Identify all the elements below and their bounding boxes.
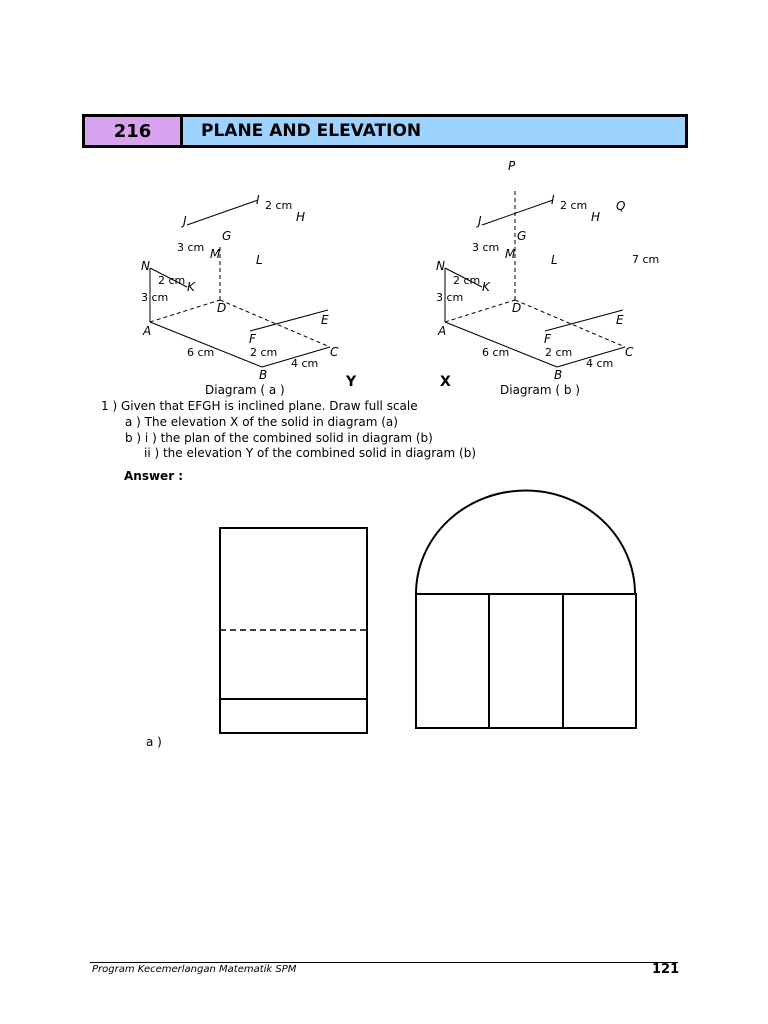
label-point: J: [183, 214, 187, 228]
label-point: L: [551, 253, 558, 267]
label-point: E: [616, 313, 624, 327]
label-dimension: 6 cm: [187, 346, 215, 359]
edge-ab: [445, 322, 557, 367]
label-point: I: [551, 193, 555, 207]
label-point: P: [508, 159, 516, 173]
edge-fe: [250, 310, 328, 331]
question-part-a: a ) The elevation X of the solid in diagram (a): [125, 415, 398, 429]
label-dimension: 4 cm: [291, 357, 319, 370]
label-point: G: [222, 229, 232, 243]
label-dimension: 2 cm: [158, 274, 186, 287]
diagram-a-caption: Diagram ( a ): [205, 383, 285, 397]
label-point: B: [259, 368, 268, 382]
section-title: PLANE AND ELEVATION: [183, 117, 685, 145]
label-point: C: [330, 345, 339, 359]
label-point: M: [505, 247, 516, 261]
section-number: 216: [85, 117, 183, 145]
question-part-b-ii: ii ) the elevation Y of the combined solid in diagram (b): [144, 446, 477, 460]
label-dimension: 3 cm: [472, 241, 500, 254]
label-point: I: [256, 193, 260, 207]
label-dimension: 3 cm: [141, 291, 169, 304]
edge-fe: [545, 310, 623, 331]
answer-drawings: [220, 491, 636, 733]
label-dimension: 2 cm: [453, 274, 481, 287]
label-point: F: [249, 332, 256, 346]
label-dimension: 2 cm: [560, 199, 588, 212]
label-dimension: 6 cm: [482, 346, 510, 359]
hidden-dc: [515, 300, 625, 347]
label-point: K: [482, 280, 490, 294]
label-point: H: [296, 210, 306, 224]
label-point: A: [143, 324, 152, 338]
label-dimension: 7 cm: [632, 253, 660, 266]
page-number: 121: [652, 962, 680, 977]
label-point: L: [256, 253, 263, 267]
question-part-b-i: b ) i ) the plan of the combined solid in diagram (b): [125, 431, 433, 445]
edge-ab: [150, 322, 262, 367]
label-point: M: [210, 247, 221, 261]
view-label-x: X: [440, 374, 451, 390]
label-point: A: [438, 324, 447, 338]
edge-ji: [482, 200, 553, 225]
label-point: C: [625, 345, 634, 359]
view-label-y: Y: [346, 374, 357, 390]
label-point: B: [554, 368, 563, 382]
label-point: N: [436, 259, 445, 273]
label-dimension: 4 cm: [586, 357, 614, 370]
label-dimension: 2 cm: [250, 346, 278, 359]
label-point: H: [591, 210, 601, 224]
question-intro: 1 ) Given that EFGH is inclined plane. Draw full scale: [101, 399, 418, 413]
label-point: G: [517, 229, 527, 243]
label-dimension: 2 cm: [545, 346, 573, 359]
diagram-b-caption: Diagram ( b ): [500, 383, 580, 397]
answer-rect-b: [416, 594, 636, 728]
label-point: F: [544, 332, 551, 346]
hidden-dc: [220, 300, 330, 347]
label-point: D: [217, 301, 227, 315]
answer-part-label: a ): [146, 735, 162, 749]
label-point: Q: [616, 199, 626, 213]
edge-ji: [187, 200, 258, 225]
label-point: E: [321, 313, 329, 327]
answer-arc: [416, 491, 635, 594]
answer-label: Answer :: [124, 469, 184, 483]
label-point: K: [187, 280, 195, 294]
label-point: J: [478, 214, 482, 228]
label-dimension: 3 cm: [177, 241, 205, 254]
label-point: D: [512, 301, 522, 315]
footer-text: Program Kecemerlangan Matematik SPM: [92, 964, 297, 975]
label-dimension: 2 cm: [265, 199, 293, 212]
label-dimension: 3 cm: [436, 291, 464, 304]
footer-rule: [90, 962, 678, 963]
label-point: N: [141, 259, 150, 273]
